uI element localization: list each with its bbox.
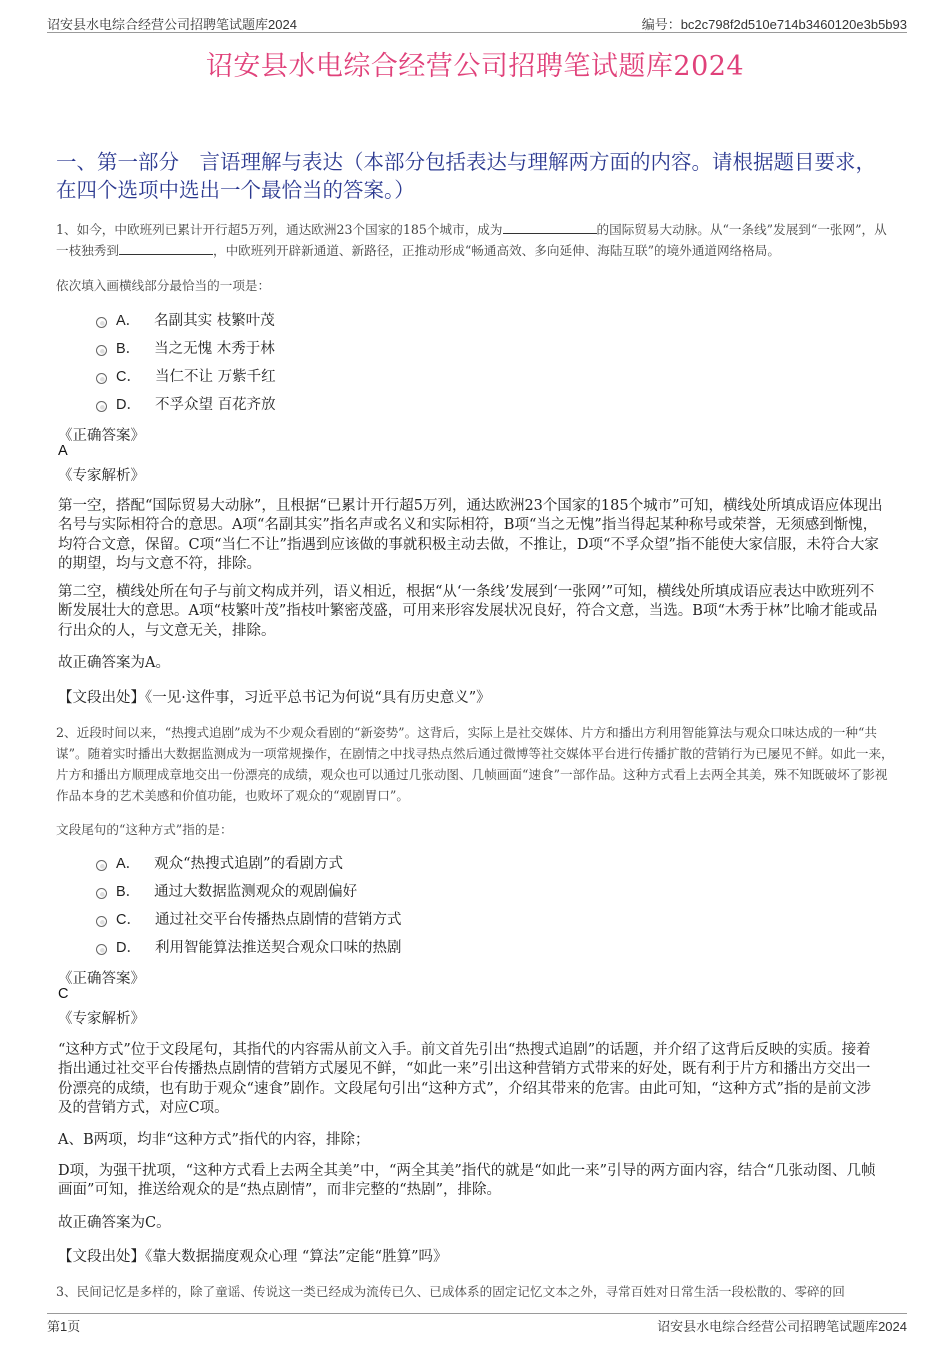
q2-options [96,848,696,960]
question-2-stem: 2、近段时间以来，“热搜式追剧”成为不少观众看剧的“新姿势”。这背后，实际上是社交媒体、片方和播出方利用智能算法与观众口味达成的一种“共谋”。随着实时播出大数据监测成为一项常规操作，在剧情之中找寻热点然后通过微博等社交媒体平台进行传播扩散的营销行为已屡见不鲜。如此一来，片方和播出方顺理成章地交出一份漂亮的成绩，观众也可以通过几张动图、几帧画面“速食”一部作品。这种方式看上去两全其美，殊不知既破坏了影视作品本身的艺术美感和价值功能，也败坏了观众的“观剧胃口”。 [56,725,894,803]
q2-option-c[interactable]: C． 通过社交平台传播热点剧情的营销方式 [96,904,696,932]
q2-option-d[interactable]: D． 利用智能算法推送契合观众口味的热剧 [96,932,696,960]
q1-analysis-para-1: 第一空，搭配“国际贸易大动脉”，且根据“已累计开行超5万列，通达欧洲23个国家的185个城市”可知，横线处所填成语应体现出名号与实际相符合的意思。A项“名副其实”指名声或名义和实际相符，B项“当之无愧”指当得起某种称号或荣誉，无须感到惭愧，均符合文意，保留。C项“当仁不让”指遇到应该做的事就积极主动去做，不推让，D项“不孚众望”指不能使大家信服，未符合大家的期望，均与文意不符，排除。 [58,498,883,573]
page-number: 第1页 [47,1319,81,1334]
radio-icon[interactable] [96,916,107,927]
page-title: 诏安县水电综合经营公司招聘笔试题库2024 [205,51,745,82]
q1-prompt-wrap [56,275,896,294]
radio-icon[interactable] [96,944,107,955]
q2-analysis-para-2: A、B两项，均非“这种方式”指代的内容，排除； [58,1132,370,1148]
q1-answer-label: 《正确答案》 [58,428,145,444]
radio-icon[interactable] [96,345,107,356]
radio-icon[interactable] [96,317,107,328]
section-heading: 一、第一部分 言语理解与表达（本部分包括表达与理解两方面的内容。请根据题目要求，在四个选项中选出一个最恰当的答案。） [56,150,876,202]
q1-analysis-label: 《专家解析》 [58,468,145,484]
q1-option-b[interactable]: B． 当之无愧 木秀于林 [96,333,696,361]
q1-blank-2 [119,242,213,255]
page-header [47,12,907,33]
q1-option-a[interactable]: A． 名副其实 枝繁叶茂 [96,305,696,333]
radio-icon[interactable] [96,401,107,412]
page-footer [47,1313,907,1334]
q2-analysis-para-3: D项，为强干扰项，“这种方式看上去两全其美”中，“两全其美”指代的就是“如此一来”引导的两方面内容，结合“几张动图、几帧画面”可知，推送给观众的是“热点剧情”，而非完整的“热剧”，排除。 [58,1163,876,1199]
radio-icon[interactable] [96,860,107,871]
q1-prompt: 依次填入画横线部分最恰当的一项是： [56,278,271,293]
q2-answer: C [58,986,69,1002]
q1-answer: A [58,443,68,459]
q2-analysis-para-1: “这种方式”位于文段尾句，其指代的内容需从前文入手。前文首先引出“热搜式追剧”的话题，并介绍了这背后反映的实质。接着指出通过社交平台传播热点剧情的营销方式屡见不鲜，“如此一来”引出这种营销方式带来的好处，既有利于片方和播出方交出一份漂亮的成绩，也有助于观众“速食”剧作。文段尾句引出“这种方式”，介绍其带来的危害。由此可知，“这种方式”指的是前文涉及的营销方式，对应C项。 [58,1042,871,1117]
q1-analysis-para-2: 第二空，横线处所在句子与前文构成并列，语义相近，根据“从‘一条线’发展到‘一张网’”可知，横线处所填成语应表达中欧班列不断发展壮大的意思。A项“枝繁叶茂”指枝叶繁密茂盛，可用来形容发展状况良好，符合文意，当选。B项“木秀于林”比喻才能或品行出众的人，与文意无关，排除。 [58,584,878,639]
q1-stem-part-b: 的国际贸易大动脉。从“一条线”发展到“一张网”，从一枝独秀到 [56,222,887,258]
q1-options [96,305,696,417]
q1-blank-1 [503,221,597,234]
q1-stem-part-c: ，中欧班列开辟新通道、新路径，正推动形成“畅通高效、多向延伸、海陆互联”的境外通道网络格局。 [212,243,780,258]
radio-icon[interactable] [96,373,107,384]
header-doc-id: 编号：bc2c798f2d510e714b3460120e3b5b93 [641,17,907,32]
q2-option-b[interactable]: B． 通过大数据监测观众的观剧偏好 [96,876,696,904]
question-3-stem: 3、民间记忆是多样的，除了童谣、传说这一类已经成为流传已久、已成体系的固定记忆文本之外，寻常百姓对日常生活一段松散的、零碎的回 [56,1284,845,1299]
q2-prompt: 文段尾句的“这种方式”指的是： [56,822,233,837]
q2-analysis-label: 《专家解析》 [58,1011,145,1027]
q2-prompt-wrap [56,819,896,838]
q2-source: 【文段出处】《靠大数据揣度观众心理 “算法”定能“胜算”吗》 [58,1249,448,1265]
q2-answer-label: 《正确答案》 [58,971,145,987]
q1-source: 【文段出处】《一见·这件事，习近平总书记为何说“具有历史意义”》 [58,690,491,706]
q1-option-c[interactable]: C． 当仁不让 万紫千红 [96,361,696,389]
radio-icon[interactable] [96,888,107,899]
q2-analysis-conclusion: 故正确答案为C。 [58,1215,171,1231]
q1-analysis-conclusion: 故正确答案为A。 [58,655,170,671]
question-1-stem [56,219,896,261]
q1-stem-part-a: 1、如今，中欧班列已累计开行超5万列，通达欧洲23个国家的185个城市，成为 [56,222,503,237]
q1-option-d[interactable]: D． 不孚众望 百花齐放 [96,389,696,417]
header-title: 诏安县水电综合经营公司招聘笔试题库2024 [47,17,297,32]
q2-option-a[interactable]: A． 观众“热搜式追剧”的看剧方式 [96,848,696,876]
footer-title: 诏安县水电综合经营公司招聘笔试题库2024 [657,1319,907,1334]
